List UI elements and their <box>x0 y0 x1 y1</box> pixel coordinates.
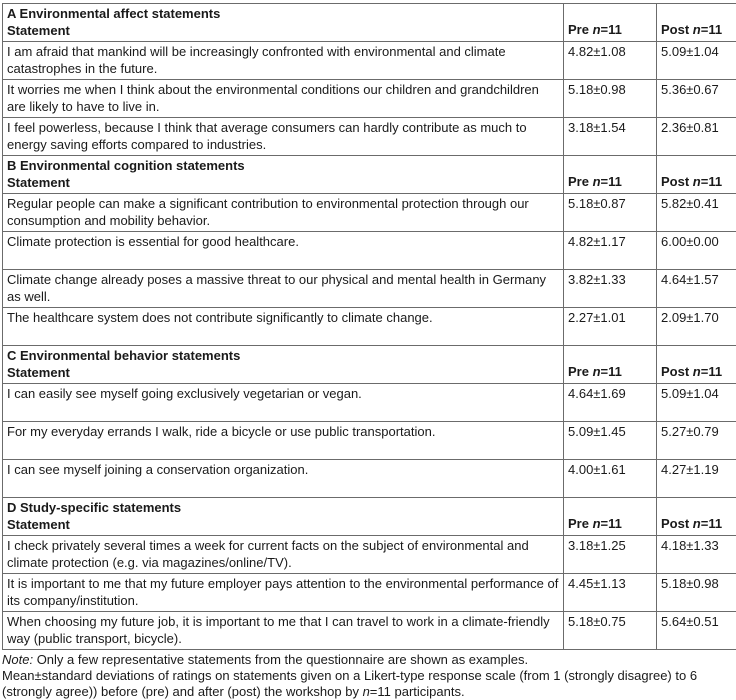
note-line-1 <box>2 652 732 668</box>
post-value: 2.09±1.70 <box>657 308 736 346</box>
statement-row <box>3 536 736 574</box>
post-value: 2.36±0.81 <box>657 118 736 156</box>
statement-text: I can see myself joining a conservation organization. <box>3 460 564 498</box>
section-title-cell <box>3 4 564 42</box>
column-header <box>661 173 736 190</box>
pre-value: 3.82±1.33 <box>564 270 657 308</box>
column-header <box>661 363 736 380</box>
column-header-count: =11 <box>601 174 622 189</box>
statement-text: I can easily see myself going exclusively vegetarian or vegan. <box>3 384 564 422</box>
statement-text: For my everyday errands I walk, ride a bicycle or use public transportation. <box>3 422 564 460</box>
statement-row <box>3 308 736 346</box>
post-value: 4.27±1.19 <box>657 460 736 498</box>
statement-text: I feel powerless, because I think that average consumers can hardly contribute as much to energy saving efforts compared to industries. <box>3 118 564 156</box>
column-header-count: =11 <box>601 364 622 379</box>
pre-value: 4.82±1.08 <box>564 42 657 80</box>
column-header-label: Pre <box>568 516 593 531</box>
pre-value: 3.18±1.54 <box>564 118 657 156</box>
post-value: 4.64±1.57 <box>657 270 736 308</box>
pre-value: 4.82±1.17 <box>564 232 657 270</box>
statement-column-header: Statement <box>7 516 559 533</box>
pre-value: 4.45±1.13 <box>564 574 657 612</box>
section-title: B Environmental cognition statements <box>7 157 559 174</box>
note-label: Note: <box>2 652 33 667</box>
column-header-n: n <box>693 516 701 531</box>
section-title: D Study-specific statements <box>7 499 559 516</box>
column-header-label: Post <box>661 516 693 531</box>
column-header <box>568 21 652 38</box>
pre-header-cell <box>564 4 657 42</box>
note2-part-b: =11 participants. <box>370 684 465 699</box>
statement-column-header: Statement <box>7 22 559 39</box>
post-value: 5.82±0.41 <box>657 194 736 232</box>
column-header-n: n <box>693 174 701 189</box>
statement-text: Climate protection is essential for good healthcare. <box>3 232 564 270</box>
statement-row <box>3 118 736 156</box>
statement-row <box>3 574 736 612</box>
column-header-label: Post <box>661 174 693 189</box>
statement-text: It worries me when I think about the environmental conditions our children and grandchildren are likely to have to live in. <box>3 80 564 118</box>
column-header <box>661 21 736 38</box>
statement-text: Regular people can make a significant contribution to environmental protection through our consumption and mobility behavior. <box>3 194 564 232</box>
column-header-label: Post <box>661 364 693 379</box>
column-header-label: Post <box>661 22 693 37</box>
pre-header-cell <box>564 346 657 384</box>
column-header <box>568 515 652 532</box>
post-header-cell <box>657 346 736 384</box>
statement-text: Climate change already poses a massive threat to our physical and mental health in Germany as well. <box>3 270 564 308</box>
post-value: 6.00±0.00 <box>657 232 736 270</box>
note2-part-a: Mean±standard deviations of ratings on statements given on a Likert-type response scale (from 1 (strongly disagree) to 6 (strongly agree)) before (pre) and after (post) the workshop by <box>2 668 697 699</box>
post-value: 5.09±1.04 <box>657 42 736 80</box>
statement-text: The healthcare system does not contribute significantly to climate change. <box>3 308 564 346</box>
note-text: Only a few representative statements from the questionnaire are shown as examples. <box>33 652 528 667</box>
column-header <box>661 515 736 532</box>
section-title-cell <box>3 346 564 384</box>
column-header <box>568 173 652 190</box>
pre-value: 4.64±1.69 <box>564 384 657 422</box>
post-header-cell <box>657 498 736 536</box>
section-header-row <box>3 4 736 42</box>
pre-value: 2.27±1.01 <box>564 308 657 346</box>
column-header-label: Pre <box>568 364 593 379</box>
pre-value: 5.18±0.87 <box>564 194 657 232</box>
column-header-count: =11 <box>601 22 622 37</box>
statement-row <box>3 422 736 460</box>
column-header-count: =11 <box>701 174 722 189</box>
statement-row <box>3 194 736 232</box>
column-header <box>568 363 652 380</box>
pre-value: 5.09±1.45 <box>564 422 657 460</box>
statement-row <box>3 460 736 498</box>
post-value: 4.18±1.33 <box>657 536 736 574</box>
statement-text: It is important to me that my future employer pays attention to the environmental performance of its company/institution. <box>3 574 564 612</box>
statement-column-header: Statement <box>7 174 559 191</box>
column-header-n: n <box>593 364 601 379</box>
statement-row <box>3 42 736 80</box>
post-value: 5.09±1.04 <box>657 384 736 422</box>
post-value: 5.27±0.79 <box>657 422 736 460</box>
statement-row <box>3 270 736 308</box>
column-header-count: =11 <box>601 516 622 531</box>
post-header-cell <box>657 156 736 194</box>
section-title: A Environmental affect statements <box>7 5 559 22</box>
statement-row <box>3 232 736 270</box>
section-header-row <box>3 346 736 384</box>
post-header-cell <box>657 4 736 42</box>
pre-header-cell <box>564 498 657 536</box>
table-notes <box>2 652 732 700</box>
section-title-cell <box>3 156 564 194</box>
note2-n: n <box>363 684 370 699</box>
pre-value: 5.18±0.98 <box>564 80 657 118</box>
column-header-n: n <box>593 22 601 37</box>
statements-table <box>2 3 736 650</box>
column-header-count: =11 <box>701 22 722 37</box>
statements-table-body <box>3 4 736 650</box>
column-header-n: n <box>693 364 701 379</box>
section-title-cell <box>3 498 564 536</box>
pre-value: 4.00±1.61 <box>564 460 657 498</box>
column-header-n: n <box>693 22 701 37</box>
note-line-2 <box>2 668 732 700</box>
statement-text: I check privately several times a week for current facts on the subject of environmental and climate protection (e.g. via magazines/online/TV). <box>3 536 564 574</box>
column-header-count: =11 <box>701 364 722 379</box>
statement-row <box>3 612 736 650</box>
post-value: 5.64±0.51 <box>657 612 736 650</box>
statement-row <box>3 80 736 118</box>
column-header-n: n <box>593 516 601 531</box>
statement-column-header: Statement <box>7 364 559 381</box>
column-header-count: =11 <box>701 516 722 531</box>
column-header-label: Pre <box>568 22 593 37</box>
pre-header-cell <box>564 156 657 194</box>
section-header-row <box>3 498 736 536</box>
column-header-label: Pre <box>568 174 593 189</box>
statement-row <box>3 384 736 422</box>
column-header-n: n <box>593 174 601 189</box>
statement-text: I am afraid that mankind will be increasingly confronted with environmental and climate catastrophes in the future. <box>3 42 564 80</box>
post-value: 5.18±0.98 <box>657 574 736 612</box>
pre-value: 5.18±0.75 <box>564 612 657 650</box>
pre-value: 3.18±1.25 <box>564 536 657 574</box>
section-header-row <box>3 156 736 194</box>
post-value: 5.36±0.67 <box>657 80 736 118</box>
section-title: C Environmental behavior statements <box>7 347 559 364</box>
statement-text: When choosing my future job, it is important to me that I can travel to work in a climate-friendly way (public transport, bicycle). <box>3 612 564 650</box>
